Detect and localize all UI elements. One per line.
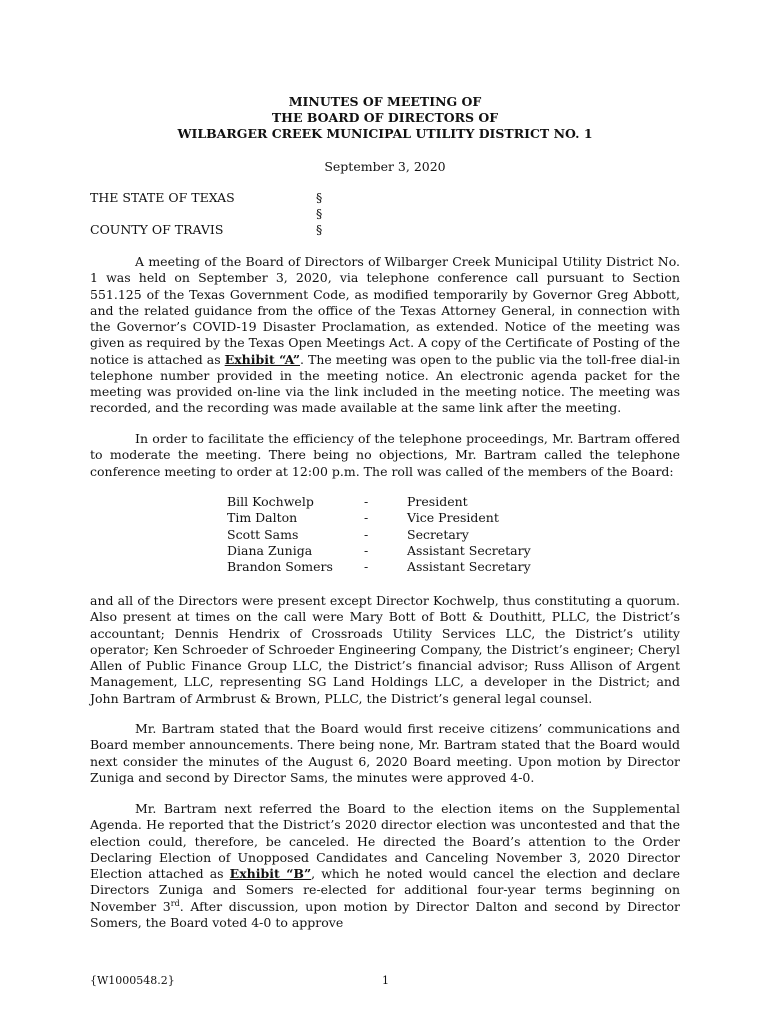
paragraph-text: A meeting of the Board of Directors of Wilbarger Creek Municipal Utility District No. 1 was held on September 3, 2020, via telephone conference call pursuant to Section 551.125 of the Texas Government Code, as modified temporarily by Governor Greg Abbott, and the related guidance from the office of the Texas Attorney General, in connection with the Governor’s COVID-19 Disaster Proclamation, as extended. Notice of the meeting was given as required by the Texas Open Meetings Act. A copy of the Certificate of Posting of the notice is attached as: [90, 254, 680, 367]
heading-line-1: MINUTES OF MEETING OF: [288, 94, 482, 109]
roll-dash: -: [364, 542, 369, 558]
ordinal-suffix: rd: [170, 898, 180, 908]
roll-title: Assistant Secretary: [407, 542, 531, 558]
paragraph-text: and all of the Directors were present except Director Kochwelp, thus constituting a quorum. Also present at times on the call were Mary Bott of Bott & Douthitt, PLLC, the District’s accountant; Dennis Hendrix of Crossroads Utility Services LLC, the District’s utility operator; Ken Schroeder of Schroeder Engineering Company, the District’s engineer; Cheryl Allen of Public Finance Group LLC, the District’s financial advisor; Russ Allison of Argent Management, LLC, representing SG Land Holdings LLC, a developer in the District; and John Bartram of Armbrust & Brown, PLLC, the District’s general legal counsel.: [90, 593, 680, 706]
roll-name: Bill Kochwelp: [227, 494, 314, 509]
paragraph-text: Mr. Bartram stated that the Board would first receive citizens’ communications and Board member announcements. There being none, Mr. Bartram stated that the Board would next consider the minutes of the August 6, 2020 Board meeting. Upon motion by Director Zuniga and second by Director Sams, the minutes were approved 4-0.: [90, 721, 680, 785]
roll-title: Vice President: [407, 510, 499, 526]
paragraph-attendance: [90, 593, 680, 707]
state-label: THE STATE OF TEXAS: [90, 190, 235, 205]
heading-line-2: THE BOARD OF DIRECTORS OF: [271, 110, 499, 125]
roll-dash: -: [364, 526, 369, 542]
exhibit-a-reference: Exhibit “A”: [224, 351, 301, 367]
roll-dashes: [364, 494, 368, 575]
paragraph-call-to-order: [90, 431, 680, 480]
roll-title: Assistant Secretary: [407, 559, 531, 575]
paragraph-text: In order to facilitate the efficiency of the telephone proceedings, Mr. Bartram offered to moderate the meeting. There being no objections, Mr. Bartram called the telephone conference meeting to order at 12:00 p.m. The roll was called of the members of the Board:: [90, 431, 680, 479]
paragraph-text: . The meeting was open to the public via the toll-free dial-in telephone number provided in the meeting notice. An electronic agenda packet for the meeting was provided on-line via the link included in the meeting notice. The meeting was recorded, and the recording was made available at the same link after the meeting.: [90, 351, 680, 416]
roll-title: Secretary: [407, 526, 469, 542]
paragraph-text: . After discussion, upon motion by Director Dalton and second by Director Somers, the Board voted 4-0 to approve: [90, 898, 680, 930]
meeting-date: September 3, 2020: [324, 159, 446, 174]
county-label: COUNTY OF TRAVIS: [90, 222, 224, 237]
roll-dash: -: [364, 494, 369, 509]
paragraph-text: Mr. Bartram next referred the Board to the election items on the Supplemental Agenda. He reported that the District’s 2020 director election was uncontested and that the election could, therefore, be canceled. He directed the Board’s attention to the Order Declaring Election of Unopposed Candidates and Canceling November 3, 2020 Director Election attached as: [90, 801, 680, 881]
footer-page-number: 1: [382, 974, 389, 987]
roll-name: Tim Dalton: [227, 510, 298, 526]
roll-dash: -: [364, 510, 369, 526]
exhibit-b-reference: Exhibit “B”: [229, 866, 312, 881]
roll-title: President: [407, 494, 468, 509]
paragraph-election: [90, 801, 680, 931]
section-mark: §: [316, 222, 323, 237]
roll-name: Brandon Somers: [227, 559, 333, 575]
paragraph-minutes-approval: [90, 721, 680, 786]
paragraph-meeting-notice: [90, 254, 680, 417]
section-mark: §: [316, 206, 323, 221]
roll-names: [227, 494, 333, 575]
roll-dash: -: [364, 559, 369, 575]
heading-line-3: WILBARGER CREEK MUNICIPAL UTILITY DISTRICT NO. 1: [177, 126, 593, 141]
footer-doc-id: {W1000548.2}: [90, 974, 175, 987]
roll-name: Scott Sams: [227, 526, 299, 542]
section-mark: §: [316, 190, 323, 205]
roll-name: Diana Zuniga: [227, 542, 313, 558]
roll-titles: [407, 494, 531, 575]
paragraph-text: , which he noted would cancel the election and declare Directors Zuniga and Somers re-elected for additional four-year terms beginning on November 3: [90, 866, 680, 914]
